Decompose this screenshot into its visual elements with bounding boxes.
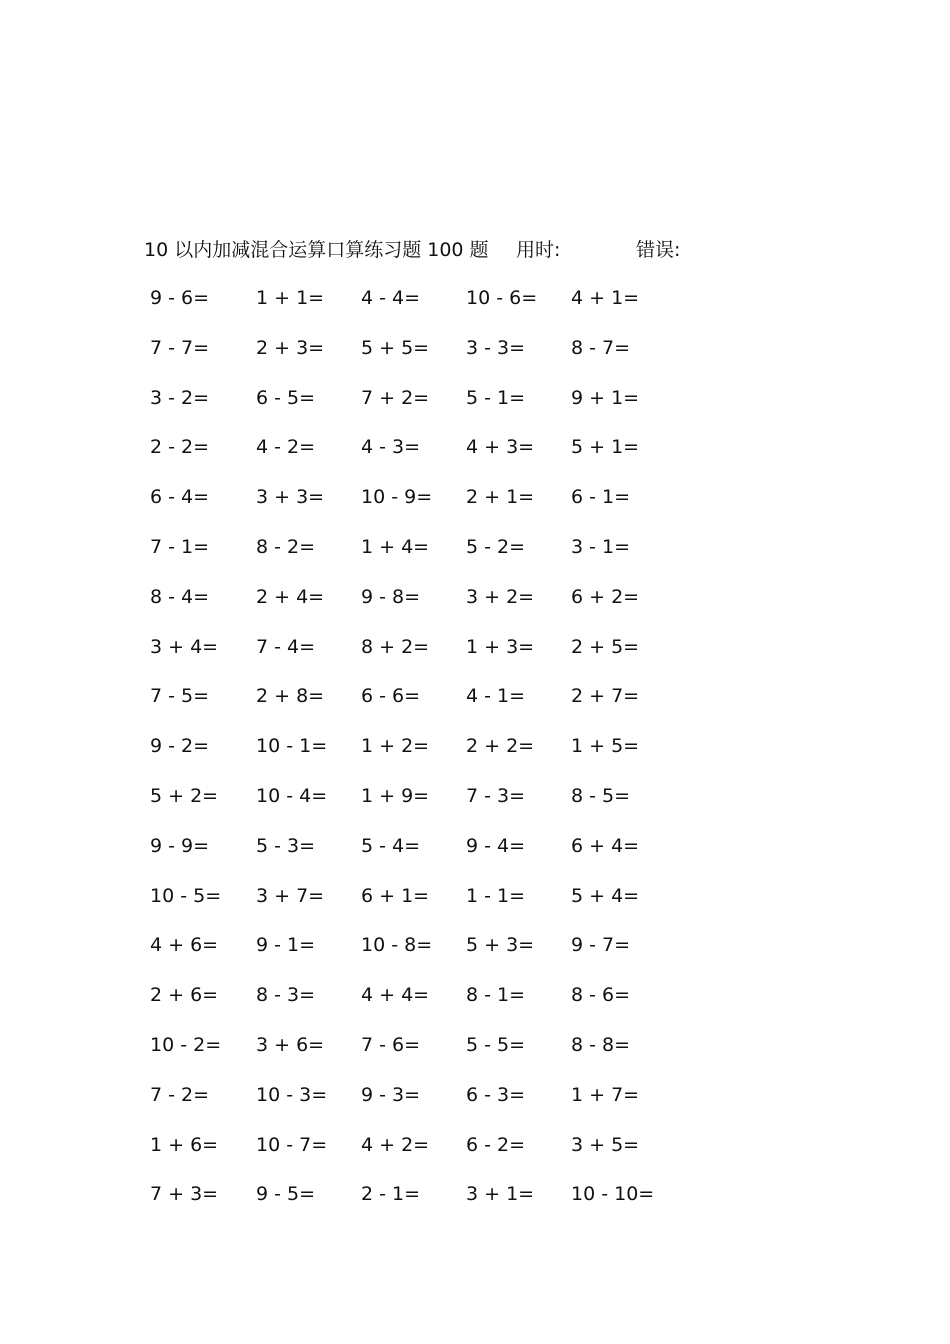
math-problem: 10 - 2= (150, 1033, 222, 1056)
math-problem: 8 - 2= (256, 535, 316, 558)
math-problem: 4 - 1= (466, 685, 526, 708)
math-problem: 3 + 4= (150, 635, 219, 658)
math-problem: 1 + 7= (571, 1083, 640, 1106)
math-problem: 10 - 6= (466, 287, 538, 309)
math-problem: 5 + 5= (361, 336, 430, 359)
math-problem: 7 + 2= (361, 386, 430, 409)
math-problem: 10 - 1= (256, 735, 328, 758)
math-problem: 3 + 1= (466, 1183, 535, 1206)
math-problem: 2 + 2= (466, 735, 535, 758)
math-problem: 4 - 3= (361, 436, 421, 459)
math-problem: 5 - 2= (466, 535, 526, 558)
errors-label: 错误: (636, 239, 681, 261)
math-problem: 2 - 1= (361, 1183, 421, 1206)
problem-row (140, 384, 700, 434)
math-problem: 2 + 8= (256, 685, 325, 708)
math-problem: 10 - 4= (256, 784, 328, 807)
problem-grid (140, 284, 700, 1230)
problem-row (140, 832, 700, 882)
math-problem: 4 + 3= (466, 436, 535, 459)
math-problem: 2 + 1= (466, 486, 535, 509)
problem-row (140, 931, 700, 981)
math-problem: 5 + 4= (571, 884, 640, 907)
math-problem: 10 - 3= (256, 1083, 328, 1106)
math-problem: 5 - 3= (256, 834, 316, 857)
math-problem: 9 - 4= (466, 834, 526, 857)
math-problem: 7 + 3= (150, 1183, 219, 1206)
math-problem: 8 - 5= (571, 784, 631, 807)
math-problem: 8 - 6= (571, 984, 631, 1007)
math-problem: 3 - 3= (466, 336, 526, 359)
math-problem: 9 - 2= (150, 735, 210, 758)
math-problem: 2 + 7= (571, 685, 640, 708)
math-problem: 4 + 1= (571, 287, 640, 309)
math-problem: 10 - 9= (361, 486, 433, 509)
math-problem: 9 - 1= (256, 934, 316, 957)
math-problem: 6 - 3= (466, 1083, 526, 1106)
math-problem: 10 - 7= (256, 1133, 328, 1156)
math-problem: 2 + 3= (256, 336, 325, 359)
math-problem: 6 - 2= (466, 1133, 526, 1156)
math-problem: 3 + 3= (256, 486, 325, 509)
math-problem: 7 - 7= (150, 336, 210, 359)
math-problem: 7 - 1= (150, 535, 210, 558)
problem-row (140, 433, 700, 483)
math-problem: 6 - 5= (256, 386, 316, 409)
math-problem: 8 - 4= (150, 585, 210, 608)
problem-row (140, 633, 700, 683)
math-problem: 5 + 3= (466, 934, 535, 957)
math-problem: 8 - 1= (466, 984, 526, 1007)
problem-row (140, 682, 700, 732)
math-problem: 4 + 6= (150, 934, 219, 957)
math-problem: 7 - 2= (150, 1083, 210, 1106)
math-problem: 5 + 2= (150, 784, 219, 807)
problem-row (140, 882, 700, 932)
math-problem: 8 + 2= (361, 635, 430, 658)
problem-row (140, 1081, 700, 1131)
problem-row (140, 732, 700, 782)
math-problem: 7 - 6= (361, 1033, 421, 1056)
math-problem: 6 - 4= (150, 486, 210, 509)
math-problem: 3 + 7= (256, 884, 325, 907)
math-problem: 5 - 1= (466, 386, 526, 409)
problem-row (140, 981, 700, 1031)
problem-row (140, 782, 700, 832)
math-problem: 9 - 8= (361, 585, 421, 608)
math-problem: 4 + 2= (361, 1133, 430, 1156)
math-problem: 6 + 1= (361, 884, 430, 907)
math-problem: 7 - 5= (150, 685, 210, 708)
math-problem: 8 - 8= (571, 1033, 631, 1056)
math-problem: 9 - 6= (150, 287, 210, 309)
math-problem: 6 - 6= (361, 685, 421, 708)
problem-row (140, 1131, 700, 1181)
math-problem: 1 + 6= (150, 1133, 219, 1156)
math-problem: 9 - 5= (256, 1183, 316, 1206)
math-problem: 9 + 1= (571, 386, 640, 409)
problem-row (140, 284, 700, 334)
math-problem: 9 - 7= (571, 934, 631, 957)
math-problem: 5 - 5= (466, 1033, 526, 1056)
math-problem: 7 - 3= (466, 784, 526, 807)
math-problem: 1 + 3= (466, 635, 535, 658)
problem-row (140, 483, 700, 533)
problem-row (140, 1180, 700, 1230)
math-problem: 4 - 2= (256, 436, 316, 459)
math-problem: 3 + 6= (256, 1033, 325, 1056)
problem-row (140, 1031, 700, 1081)
math-problem: 5 - 4= (361, 834, 421, 857)
math-problem: 6 - 1= (571, 486, 631, 509)
problem-row (140, 533, 700, 583)
math-problem: 2 - 2= (150, 436, 210, 459)
math-problem: 3 + 2= (466, 585, 535, 608)
math-problem: 7 - 4= (256, 635, 316, 658)
math-problem: 8 - 3= (256, 984, 316, 1007)
math-problem: 2 + 5= (571, 635, 640, 658)
math-problem: 5 + 1= (571, 436, 640, 459)
math-problem: 1 + 4= (361, 535, 430, 558)
math-problem: 1 + 9= (361, 784, 430, 807)
math-problem: 10 - 5= (150, 884, 222, 907)
math-problem: 3 - 2= (150, 386, 210, 409)
problem-row (140, 583, 700, 633)
math-problem: 9 - 9= (150, 834, 210, 857)
math-problem: 1 + 1= (256, 287, 325, 309)
math-problem: 10 - 8= (361, 934, 433, 957)
math-problem: 4 + 4= (361, 984, 430, 1007)
math-problem: 2 + 6= (150, 984, 219, 1007)
math-problem: 1 + 5= (571, 735, 640, 758)
math-problem: 10 - 10= (571, 1183, 655, 1206)
math-problem: 6 + 4= (571, 834, 640, 857)
math-problem: 8 - 7= (571, 336, 631, 359)
math-problem: 9 - 3= (361, 1083, 421, 1106)
problem-row (140, 334, 700, 384)
math-problem: 1 - 1= (466, 884, 526, 907)
math-problem: 3 - 1= (571, 535, 631, 558)
worksheet-title: 10 以内加减混合运算口算练习题 100 题 (144, 239, 489, 261)
math-problem: 6 + 2= (571, 585, 640, 608)
math-problem: 4 - 4= (361, 287, 421, 309)
math-problem: 1 + 2= (361, 735, 430, 758)
math-problem: 3 + 5= (571, 1133, 640, 1156)
math-problem: 2 + 4= (256, 585, 325, 608)
time-used-label: 用时: (516, 239, 561, 261)
